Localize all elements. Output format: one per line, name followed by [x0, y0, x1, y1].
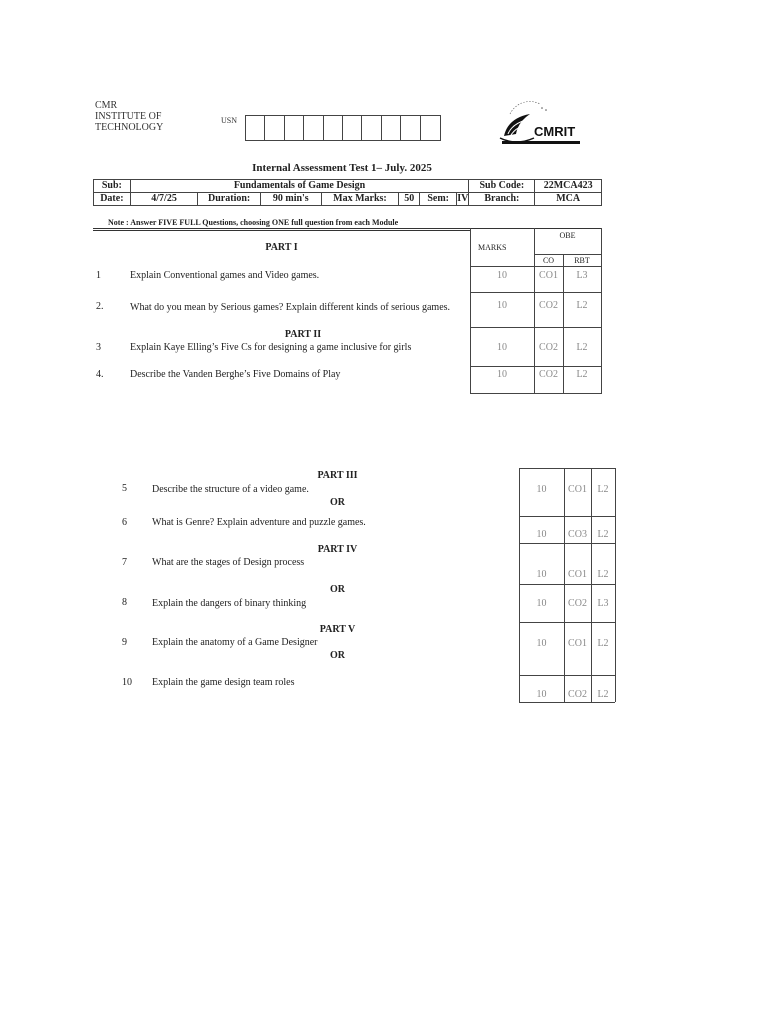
grid-line — [564, 468, 565, 702]
question-marks: 10 — [536, 638, 547, 649]
question-marks: 10 — [536, 529, 547, 540]
date-label: Date: — [94, 193, 131, 206]
grid-line — [601, 228, 602, 394]
question-text: Explain Conventional games and Video games. — [130, 270, 320, 281]
usn-box — [362, 116, 381, 140]
cmrit-logo — [496, 100, 586, 152]
question-marks: 10 — [536, 598, 547, 609]
grid-line — [519, 702, 615, 703]
question-number: 4. — [96, 369, 104, 380]
max-marks-label: Max Marks: — [321, 193, 399, 206]
grid-line — [470, 327, 601, 328]
usn-box — [401, 116, 420, 140]
sub-code-value: 22MCA423 — [535, 180, 602, 193]
usn-box — [343, 116, 362, 140]
question-number: 9 — [122, 637, 127, 648]
question-text: What are the stages of Design process — [152, 557, 305, 568]
or-separator: OR — [330, 650, 345, 661]
svg-text:CMRIT: CMRIT — [534, 124, 576, 139]
usn-label: USN — [221, 116, 238, 125]
question-rbt: L2 — [597, 529, 609, 540]
or-separator: OR — [330, 584, 345, 595]
usn-box — [265, 116, 284, 140]
grid-line — [534, 254, 601, 255]
question-text: Explain the anatomy of a Game Designer — [152, 637, 318, 648]
grid-line — [519, 622, 615, 623]
question-number: 10 — [122, 677, 132, 688]
question-rbt: L2 — [576, 300, 588, 311]
test-title: Internal Assessment Test 1– July. 2025 — [252, 162, 432, 174]
question-text: What do you mean by Serious games? Explain different kinds of serious games. — [130, 302, 451, 313]
usn-box — [324, 116, 343, 140]
question-rbt: L3 — [576, 270, 588, 281]
question-text: Explain the dangers of binary thinking — [152, 598, 307, 609]
question-text: What is Genre? Explain adventure and puzzle games. — [152, 517, 366, 528]
question-number: 2. — [96, 301, 104, 312]
branch-value: MCA — [535, 193, 602, 206]
grid-line — [519, 543, 615, 544]
grid-line — [470, 292, 601, 293]
grid-line — [615, 468, 616, 702]
question-co: CO2 — [539, 369, 558, 380]
question-rbt: L2 — [597, 638, 609, 649]
usn-grid — [245, 115, 441, 141]
grid-line — [519, 516, 615, 517]
co-header: CO — [542, 256, 555, 265]
part-heading: PART V — [319, 624, 356, 635]
question-marks: 10 — [497, 270, 507, 281]
rbt-header: RBT — [574, 256, 590, 265]
part-heading: PART I — [265, 242, 298, 253]
question-marks: 10 — [536, 484, 547, 495]
grid-line — [519, 675, 615, 676]
usn-box — [421, 116, 440, 140]
question-rbt: L2 — [597, 484, 609, 495]
exam-header-table — [93, 179, 602, 206]
marks-header: MARKS — [478, 243, 507, 252]
question-marks: 10 — [497, 300, 507, 311]
question-co: CO1 — [568, 569, 587, 580]
usn-box — [304, 116, 323, 140]
divider — [470, 228, 602, 229]
question-text: Explain Kaye Elling’s Five Cs for designing a game inclusive for girls — [130, 342, 412, 353]
grid-line — [519, 584, 615, 585]
part-heading: PART IV — [317, 544, 358, 555]
grid-line — [519, 468, 615, 469]
question-marks: 10 — [497, 342, 507, 353]
question-number: 6 — [122, 517, 127, 528]
question-marks: 10 — [497, 369, 507, 380]
divider — [93, 228, 470, 229]
question-number: 3 — [96, 342, 101, 353]
question-co: CO2 — [539, 342, 558, 353]
question-rbt: L2 — [576, 369, 588, 380]
question-text: Explain the game design team roles — [152, 677, 295, 688]
part-heading: PART III — [317, 470, 358, 481]
subject-name: Fundamentals of Game Design — [130, 180, 469, 193]
date-value: 4/7/25 — [130, 193, 198, 206]
institution-name: CMR INSTITUTE OF TECHNOLOGY — [95, 100, 164, 133]
question-rbt: L2 — [597, 689, 609, 700]
question-co: CO1 — [568, 484, 587, 495]
grid-line — [591, 468, 592, 702]
duration-label: Duration: — [198, 193, 260, 206]
max-marks-value: 50 — [399, 193, 420, 205]
usn-box — [382, 116, 401, 140]
sub-label: Sub: — [94, 180, 131, 193]
usn-box — [285, 116, 304, 140]
question-co: CO1 — [539, 270, 558, 281]
question-number: 8 — [122, 597, 127, 608]
part-heading: PART II — [284, 329, 322, 340]
question-number: 5 — [122, 483, 127, 494]
question-rbt: L2 — [576, 342, 588, 353]
branch-label: Branch: — [469, 193, 535, 206]
or-separator: OR — [330, 497, 345, 508]
question-marks: 10 — [536, 569, 547, 580]
grid-line — [470, 393, 601, 394]
duration-value: 90 min's — [260, 193, 321, 206]
question-co: CO3 — [568, 529, 587, 540]
obe-header: OBE — [559, 231, 576, 240]
sub-code-label: Sub Code: — [469, 180, 535, 193]
question-co: CO2 — [568, 689, 587, 700]
question-number: 1 — [96, 270, 101, 281]
question-text: Describe the Vanden Berghe’s Five Domains of Play — [130, 369, 341, 380]
divider — [93, 230, 470, 231]
usn-box — [246, 116, 265, 140]
question-marks: 10 — [536, 689, 547, 700]
grid-line — [470, 366, 601, 367]
question-co: CO1 — [568, 638, 587, 649]
question-text: Describe the structure of a video game. — [152, 484, 309, 495]
grid-line — [470, 266, 601, 267]
question-number: 7 — [122, 557, 127, 568]
instructions-note: Note : Answer FIVE FULL Questions, choosing ONE full question from each Module — [108, 218, 399, 227]
question-rbt: L3 — [597, 598, 609, 609]
question-rbt: L2 — [597, 569, 609, 580]
marks-sem-cell — [399, 193, 469, 206]
sem-label: Sem: — [420, 193, 457, 205]
question-co: CO2 — [539, 300, 558, 311]
question-co: CO2 — [568, 598, 587, 609]
grid-line — [519, 468, 520, 702]
sem-value: IV — [457, 193, 469, 204]
